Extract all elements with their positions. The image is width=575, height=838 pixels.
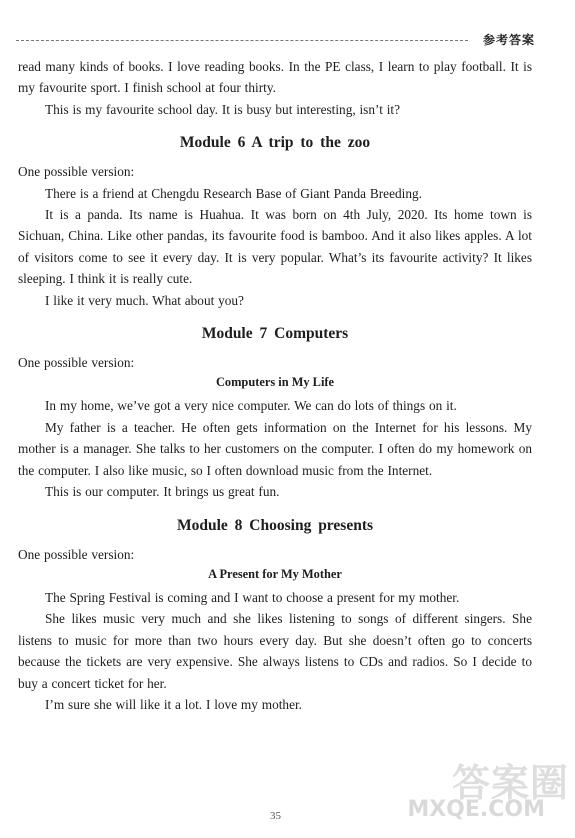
section-spacer: [18, 120, 532, 132]
paragraph: My father is a teacher. He often gets information on the Internet for his lessons. My mother is a manager. She talks to her customers on the computer. I often do my homework on the computer. I also like music, so I often download music from the Internet.: [18, 419, 532, 478]
section-spacer: [18, 503, 532, 515]
module-heading: Module 8 Choosing presents: [176, 516, 374, 534]
header-rule: [16, 40, 468, 41]
answer-content: [18, 56, 532, 715]
paragraph: The Spring Festival is coming and I want to choose a present for my mother.: [45, 589, 460, 605]
module-heading: Module 7 Computers: [201, 325, 349, 343]
paragraph: There is a friend at Chengdu Research Base of Giant Panda Breeding.: [45, 185, 422, 201]
heading-spacer: [18, 537, 532, 544]
heading-spacer: [18, 345, 532, 352]
paragraph: I like it very much. What about you?: [45, 292, 244, 308]
essay-title: A Present for My Mother: [208, 566, 342, 581]
paragraph: I’m sure she will like it a lot. I love my mother.: [45, 696, 302, 712]
watermark-logo: 答案圈: [451, 761, 569, 805]
paragraph: It is a panda. Its name is Huahua. It was born on 4th July, 2020. Its home town is Sichuan, China. Like other pandas, its favourite food is bamboo. And it also likes apples. A lot of visitors come to see it every day. It is very popular. What’s its favourite activity? It likes sleeping. I think it is really cute.: [18, 207, 532, 287]
page-number: 35: [270, 810, 281, 822]
heading-spacer: [18, 154, 532, 161]
header-label: 参考答案: [482, 33, 535, 47]
paragraph: read many kinds of books. I love reading books. In the PE class, I learn to play football. It is my favourite sport. I finish school at four thirty.: [18, 59, 532, 96]
version-label: One possible version:: [18, 546, 135, 562]
essay-title: Computers in My Life: [215, 375, 335, 390]
version-label: One possible version:: [18, 355, 135, 371]
paragraph: This is our computer. It brings us great fun.: [45, 484, 280, 500]
module-heading: Module 6 A trip to the zoo: [179, 134, 371, 152]
watermark-url: MXQE.COM: [407, 797, 545, 822]
section-spacer: [18, 311, 532, 323]
paragraph: This is my favourite school day. It is busy but interesting, isn’t it?: [45, 101, 401, 117]
paragraph: In my home, we’ve got a very nice computer. We can do lots of things on it.: [45, 398, 457, 414]
version-label: One possible version:: [18, 164, 135, 180]
paragraph: She likes music very much and she likes listening to songs of different singers. She listens to music for more than two hours every day. But she doesn’t often go to concerts because the tickets are very expensive. She always listens to CDs and radios. So I decide to buy a concert ticket for her.: [18, 611, 532, 691]
